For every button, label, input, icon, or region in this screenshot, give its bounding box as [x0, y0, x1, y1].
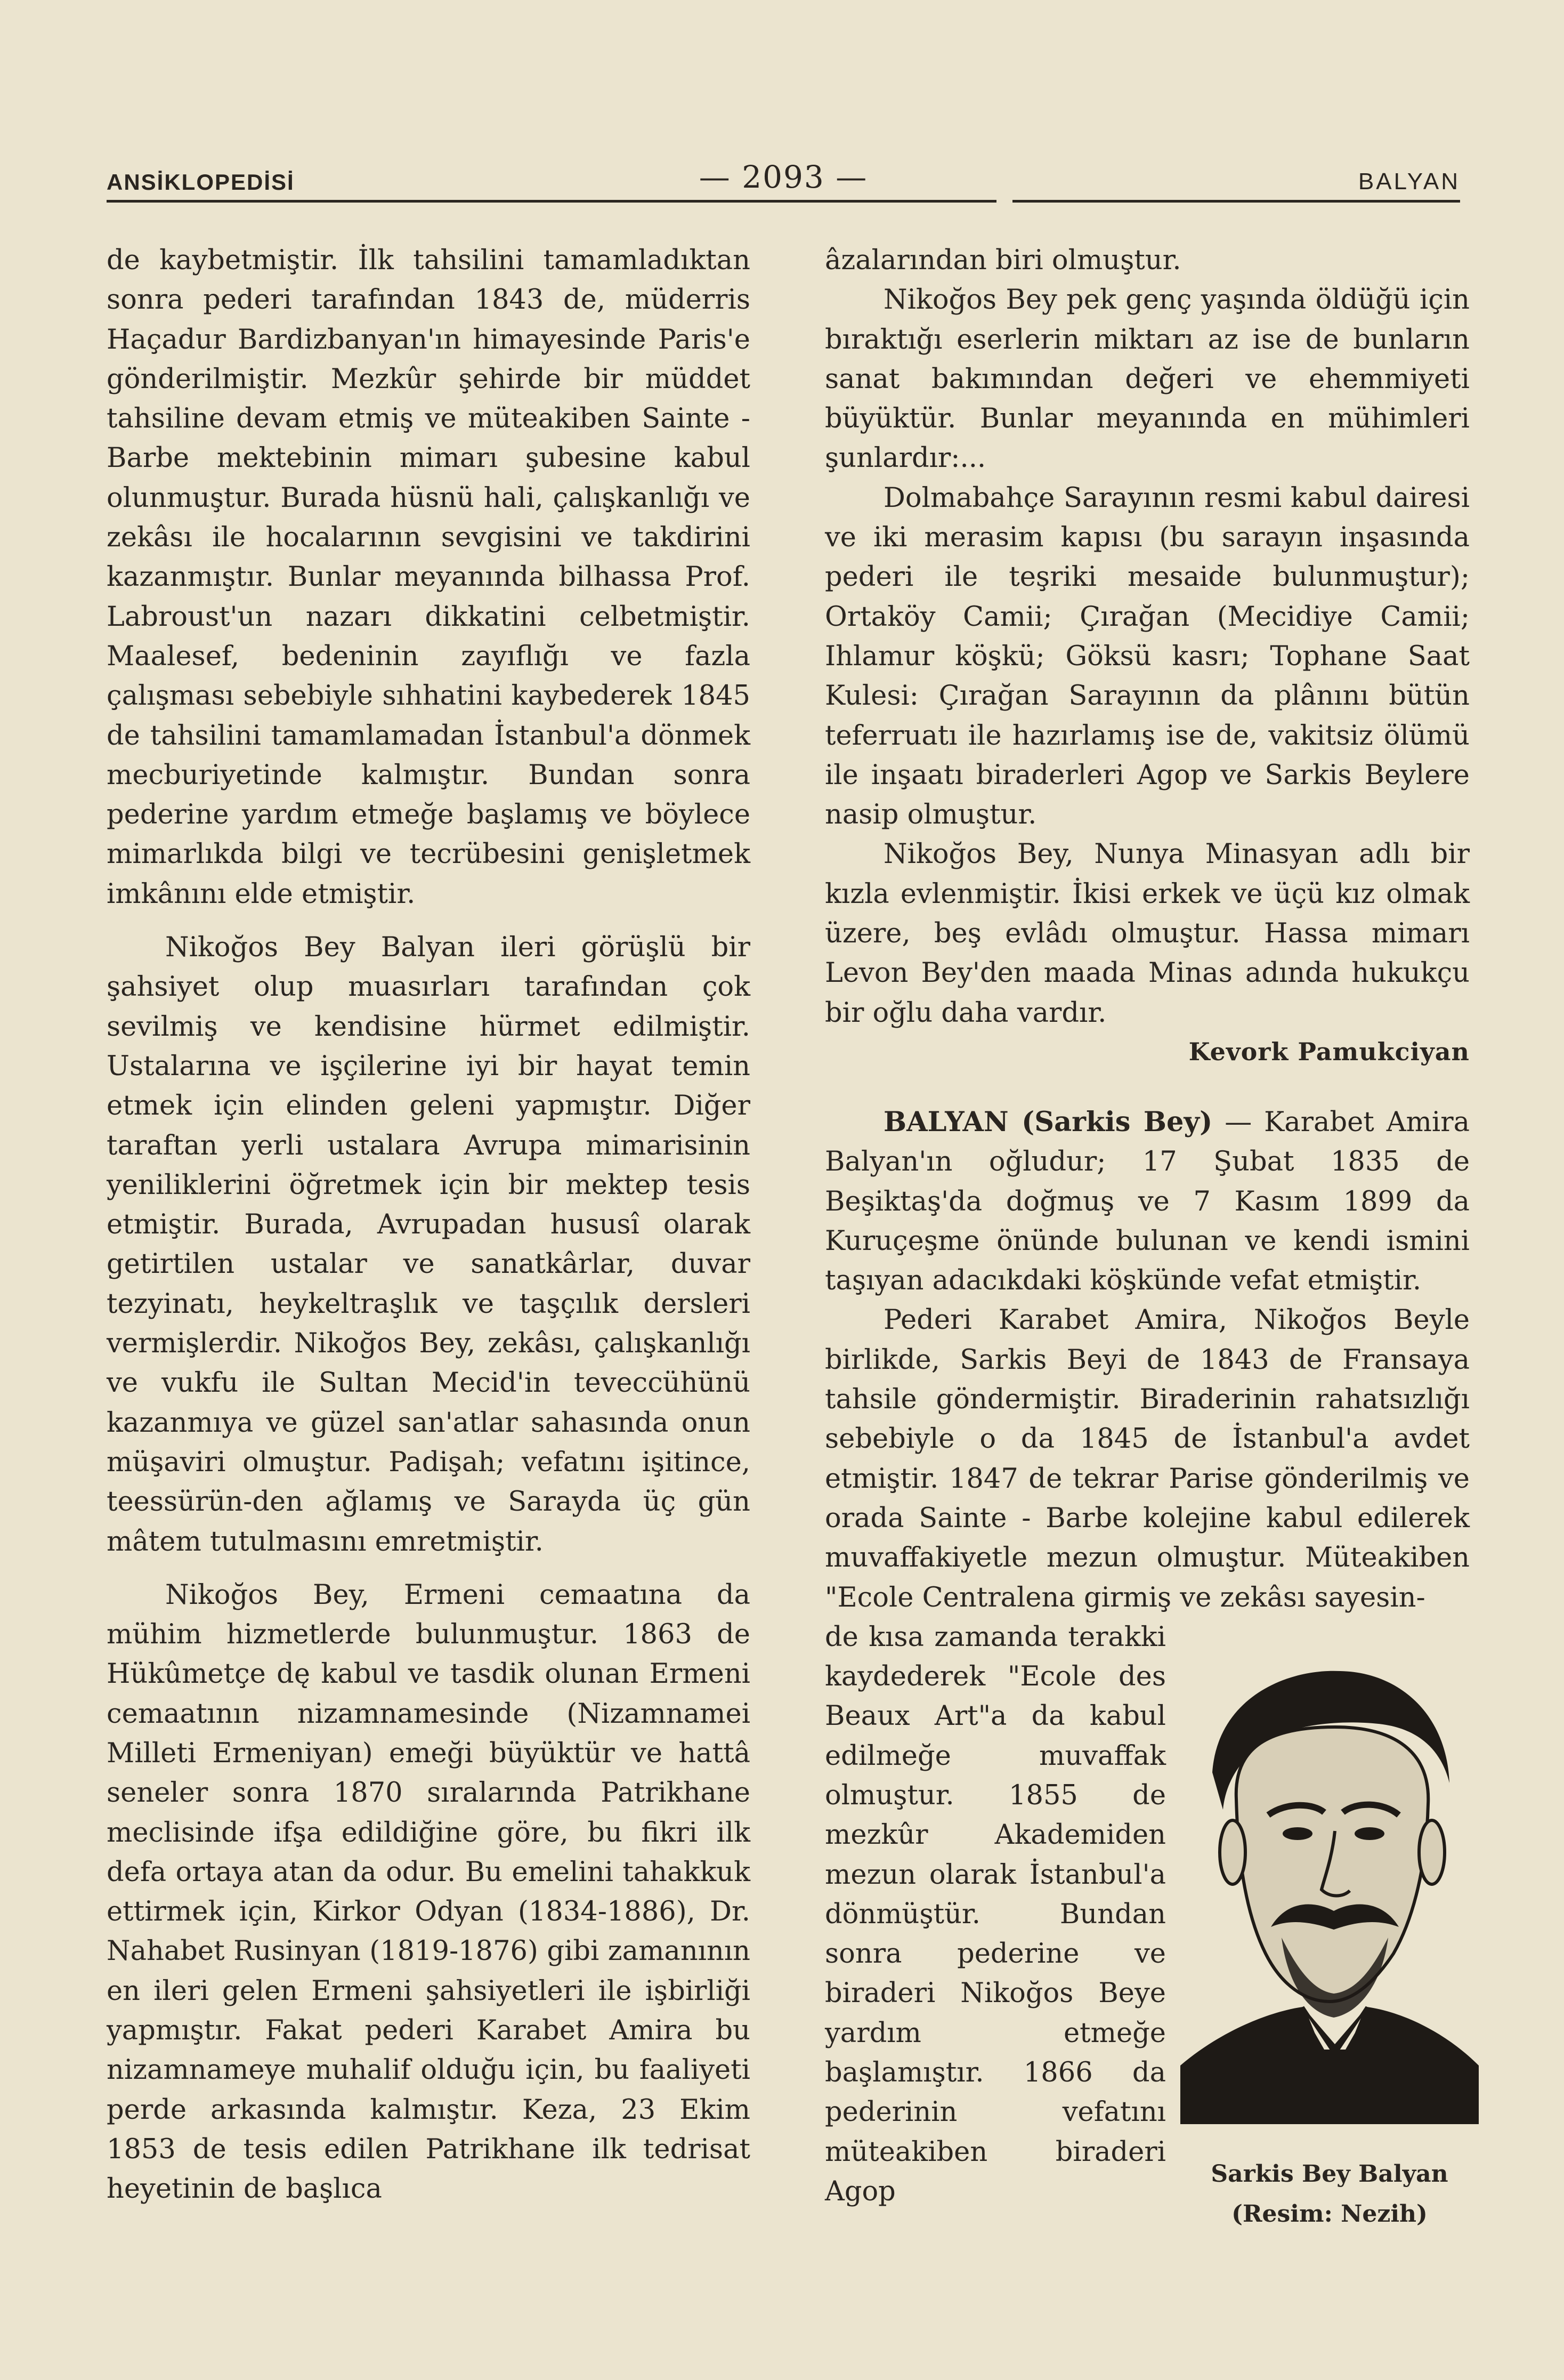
paragraph: Pederi Karabet Amira, Nikoğos Beyle birlikde, Sarkis Beyi de 1843 de Fransaya tahsile göndermiştir. Biraderinin rahatsızlığı sebebiyle o da 1845 de İstanbul'a avdet etmiştir. 1847 de tekrar Parise gönderilmiş ve orada Sainte - Barbe kolejine kabul edilerek muvaffakiyetle mezun olmuştur. Müteakiben "Ecole Centralena girmiş ve zekâsı sayesin-	[825, 1304, 1470, 1613]
header-encyclopedia: ANSİKLOPEDİSİ	[107, 170, 295, 195]
page-header	[107, 160, 1460, 203]
figure-caption-credit: (Resim: Nezih)	[1231, 2200, 1428, 2228]
portrait-figure	[1180, 1639, 1479, 2124]
header-rule-left	[107, 200, 996, 203]
entry-lead: — Karabet Amira Balyan'ın oğludur; 17 Şubat 1835 de Beşiktaş'da doğmuş ve 7 Kasım 1899 da Kuruçeşme önünde bulunan ve kendi ismini taşıyan adacıkdaki köşkünde vefat etmiştir.	[825, 1106, 1470, 1297]
paragraph: Dolmabahçe Sarayının resmi kabul dairesi ve iki merasim kapısı (bu sarayın inşasında pederi ile teşriki mesaide bulunmuştur); Ortaköy Camii; Çırağan (Mecidiye Camii; Ihlamur köşkü; Göksü kasrı; Tophane Saat Kulesi: Çırağan Sarayının da plânını bütün teferruatı ile hazırlamış ise de, vakitsiz ölümü ile inşaatı biraderleri Agop ve Sarkis Beylere nasip olmuştur.	[825, 482, 1470, 831]
paragraph: âzalarından biri olmuştur.	[825, 245, 1181, 276]
portrait-image	[1180, 1639, 1479, 2124]
paragraph: Nikoğos Bey Balyan ileri görüşlü bir şahsiyet olup muasırları tarafından çok sevilmiş ve kendisine hürmet edilmiştir. Ustalarına ve işçilerine iyi bir hayat temin etmek için elinden geleni yapmıştır. Diğer taraftan yerli ustalara Avrupa mimarisinin yeniliklerini öğretmek için bir mektep tesis etmiştir. Burada, Avrupadan hususî olarak getirtilen ustalar ve sanatkârlar, duvar tezyinatı, heykeltraşlık ve taşçılık dersleri vermişlerdir. Nikoğos Bey, zekâsı, çalışkanlığı ve vukfu ile Sultan Mecid'in teveccühünü kazanmıya ve güzel san'atlar sahasında onun müşaviri olmuştur. Padişah; vefatını işitince, teessürün-den ağlamış ve Sarayda üç gün mâtem tutulmasını emretmiştir.	[107, 932, 750, 1558]
paragraph: de kaybetmiştir. İlk tahsilini tamamladıktan sonra pederi tarafından 1843 de, müderris Haçadur Bardizbanyan'ın himayesinde Paris'e gönderilmiştir. Mezkûr şehirde bir müddet tahsiline devam etmiş ve müteakiben Sainte - Barbe mektebinin mimarı şubesine kabul olunmuştur. Burada hüsnü hali, çalışkanlığı ve zekâsı ile hocalarının sevgisini ve takdirini kazanmıştır. Bunlar meyanında bilhassa Prof. Labroust'un nazarı dikkatini celbetmiştir. Maalesef, bedeninin zayıflığı ve fazla çalışması sebebiyle sıhhatini kaybederek 1845 de tahsilini tamamlamadan İstanbul'a dönmek mecburiyetinde kalmıştır. Bundan sonra pederine yardım etmeğe başlamış ve böylece mimarlıkda bilgi ve tecrübesini genişletmek imkânını elde etmiştir.	[107, 245, 750, 910]
paragraph: Nikoğos Bey, Nunya Minasyan adlı bir kızla evlenmiştir. İkisi erkek ve üçü kız olmak üzere, beş evlâdı olmuştur. Hassa mimarı Levon Bey'den maada Minas adında hukukçu bir oğlu daha vardır.	[825, 838, 1470, 1029]
paragraph: Nikoğos Bey, Ermeni cemaatına da mühim hizmetlerde bulunmuştur. 1863 de Hükûmetçe dę kabul ve tasdik olunan Ermeni cemaatının nizamnamesinde (Nizamnamei Milleti Ermeniyan) emeği büyüktür ve hattâ seneler sonra 1870 sıralarında Patrikhane meclisinde ifşa edildiğine göre, bu fikri ilk defa ortaya atan da odur. Bu emelini tahakkuk ettirmek için, Kirkor Odyan (1834-1886), Dr. Nahabet Rusinyan (1819-1876) gibi zamanının en ileri gelen Ermeni şahsiyetleri ile işbirliği yapmıştır. Fakat pederi Karabet Amira bu nizamnameye muhalif olduğu için, bu faaliyeti perde arkasında kalmıştır. Keza, 23 Ekim 1853 de tesis edilen Patrikhane ilk tedrisat heyetinin de başlıca	[107, 1579, 750, 2205]
paragraph-wrapped: de kısa zamanda terakki kaydederek "Ecole des Beaux Art"a da kabul edilmeğe muvaffak olmuştur. 1855 de mezkûr Akademiden mezun olarak İstanbul'a dönmüştür. Bundan sonra pederine ve biraderi Nikoğos Beye yardım etmeğe başlamıştır. 1866 da pederinin vefatını müteakiben biraderi Agop	[825, 1621, 1166, 2207]
header-rule-right	[1012, 200, 1460, 203]
page-number: — 2093 —	[699, 159, 868, 195]
figure-caption-name: Sarkis Bey Balyan	[1211, 2160, 1448, 2188]
header-keyword: BALYAN	[1358, 168, 1460, 195]
entry-paragraph	[825, 1102, 1470, 1301]
author-signature: Kevork Pamukciyan	[1188, 1037, 1470, 1066]
entry-title: BALYAN (Sarkis Bey)	[884, 1106, 1213, 1138]
left-column	[107, 241, 750, 2209]
paragraph: Nikoğos Bey pek genç yaşında öldüğü için bıraktığı eserlerin miktarı az ise de bunların sanat bakımından değeri ve ehemmiyeti büyüktür. Bunlar meyanında en mühimleri şunlardır:...	[825, 284, 1470, 474]
